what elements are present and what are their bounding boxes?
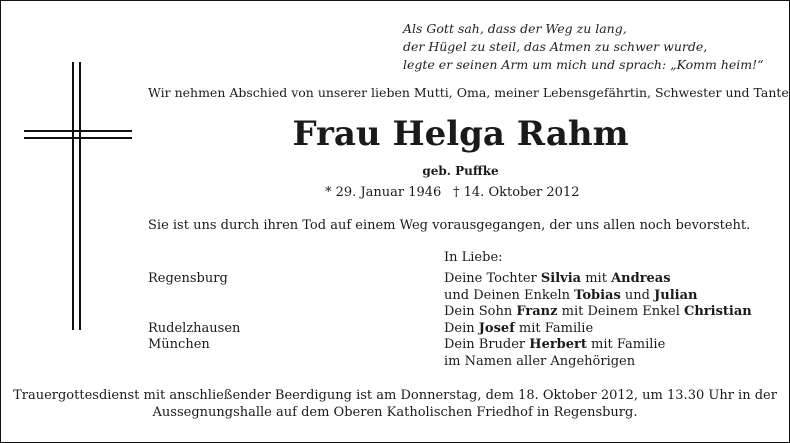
mourner-line: Dein Sohn Franz mit Deinem Enkel Christian: [444, 304, 752, 319]
mourner-line: Deine Tochter Silvia mit Andreas: [444, 271, 671, 286]
places-list: [148, 271, 240, 354]
place: München: [148, 337, 210, 352]
memorial-sentence: Sie ist uns durch ihren Tod auf einem Weg vorausgegangen, der uns allen noch bevorsteht.: [148, 218, 751, 233]
mourner-line: Dein Josef mit Familie: [444, 320, 594, 336]
service-line: Aussegnungshalle auf dem Oberen Katholischen Friedhof in Regensburg.: [152, 405, 638, 420]
birth-date: * 29. Januar 1946: [325, 185, 442, 200]
mourner-line: im Namen aller Angehörigen: [444, 353, 636, 369]
birth-name: geb. Puffke: [422, 164, 499, 178]
poem-line: Als Gott sah, dass der Weg zu lang,: [403, 21, 627, 36]
poem-line: legte er seinen Arm um mich und sprach: „Komm heim!“: [403, 57, 764, 72]
mourner-line: Dein Bruder Herbert mit Familie: [444, 337, 666, 352]
death-date: † 14. Oktober 2012: [453, 185, 580, 200]
in-liebe-label: In Liebe:: [444, 250, 503, 265]
service-line: Trauergottesdienst mit anschließender Beerdigung ist am Donnerstag, dem 18. Oktober 2012, um 13.30 Uhr in der: [13, 388, 777, 403]
mourners-list: [444, 271, 752, 370]
place: Rudelzhausen: [148, 320, 241, 336]
poem: [403, 20, 783, 74]
poem-line: der Hügel zu steil, das Atmen zu schwer wurde,: [403, 39, 708, 54]
service-info: [10, 387, 780, 421]
place: Regensburg: [148, 271, 228, 286]
mourner-line: und Deinen Enkeln Tobias und Julian: [444, 287, 698, 303]
cross-icon: [24, 62, 132, 332]
place: [148, 304, 240, 321]
intro-text: Wir nehmen Abschied von unserer lieben Mutti, Oma, meiner Lebensgefährtin, Schwester und Tante: [148, 85, 789, 100]
deceased-name: Frau Helga Rahm: [292, 114, 629, 154]
place: [148, 288, 240, 305]
